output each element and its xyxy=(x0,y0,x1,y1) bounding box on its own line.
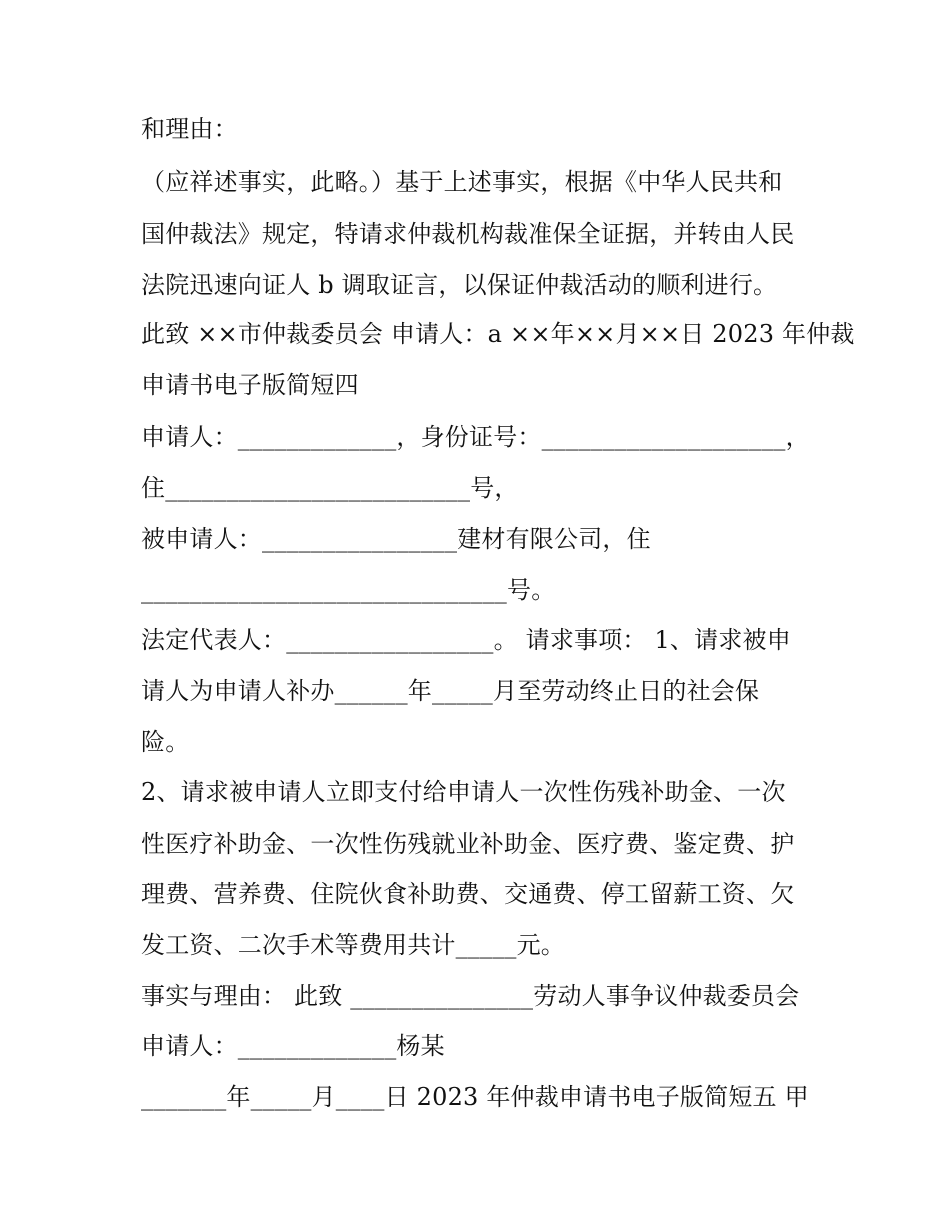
text-line: ______________________________号。 xyxy=(141,576,556,604)
text-line: 申请人：_____________杨某 xyxy=(141,1032,445,1060)
text-line: 2、请求被申请人立即支付给申请人一次性伤残补助金、一次 xyxy=(141,778,786,806)
text-line: 法定代表人：_________________。 请求事项： 1、请求被申 xyxy=(141,626,791,654)
text-line: 申请人：_____________，身份证号：____________________， xyxy=(141,423,810,451)
text-line: 住_________________________号， xyxy=(141,474,519,502)
text-line: 事实与理由： 此致 _______________劳动人事争议仲裁委员会 xyxy=(141,982,800,1010)
text-line: 发工资、二次手术等费用共计_____元。 xyxy=(141,931,565,959)
text-line: 此致 ××市仲裁委员会 申请人：a ××年××月××日 2023 年仲裁 xyxy=(141,320,855,348)
text-line: 申请书电子版简短四 xyxy=(141,371,359,399)
text-line: 险。 xyxy=(141,728,190,756)
text-line: 被申请人：________________建材有限公司，住 xyxy=(141,525,651,553)
text-line: 性医疗补助金、一次性伤残就业补助金、医疗费、鉴定费、护 xyxy=(141,830,795,858)
text-line: 法院迅速向证人 b 调取证言，以保证仲裁活动的顺利进行。 xyxy=(141,271,778,299)
text-line: 请人为申请人补办______年_____月至劳动终止日的社会保 xyxy=(141,677,760,705)
text-line: 国仲裁法》规定，特请求仲裁机构裁准保全证据，并转由人民 xyxy=(141,220,795,248)
text-line: 理费、营养费、住院伙食补助费、交通费、停工留薪工资、欠 xyxy=(141,880,795,908)
text-line: （应祥述事实，此略。）基于上述事实，根据《中华人民共和 xyxy=(141,168,783,196)
text-line: _______年_____月____日 2023 年仲裁申请书电子版简短五 甲 xyxy=(141,1083,809,1111)
text-line: 和理由： xyxy=(141,115,238,143)
